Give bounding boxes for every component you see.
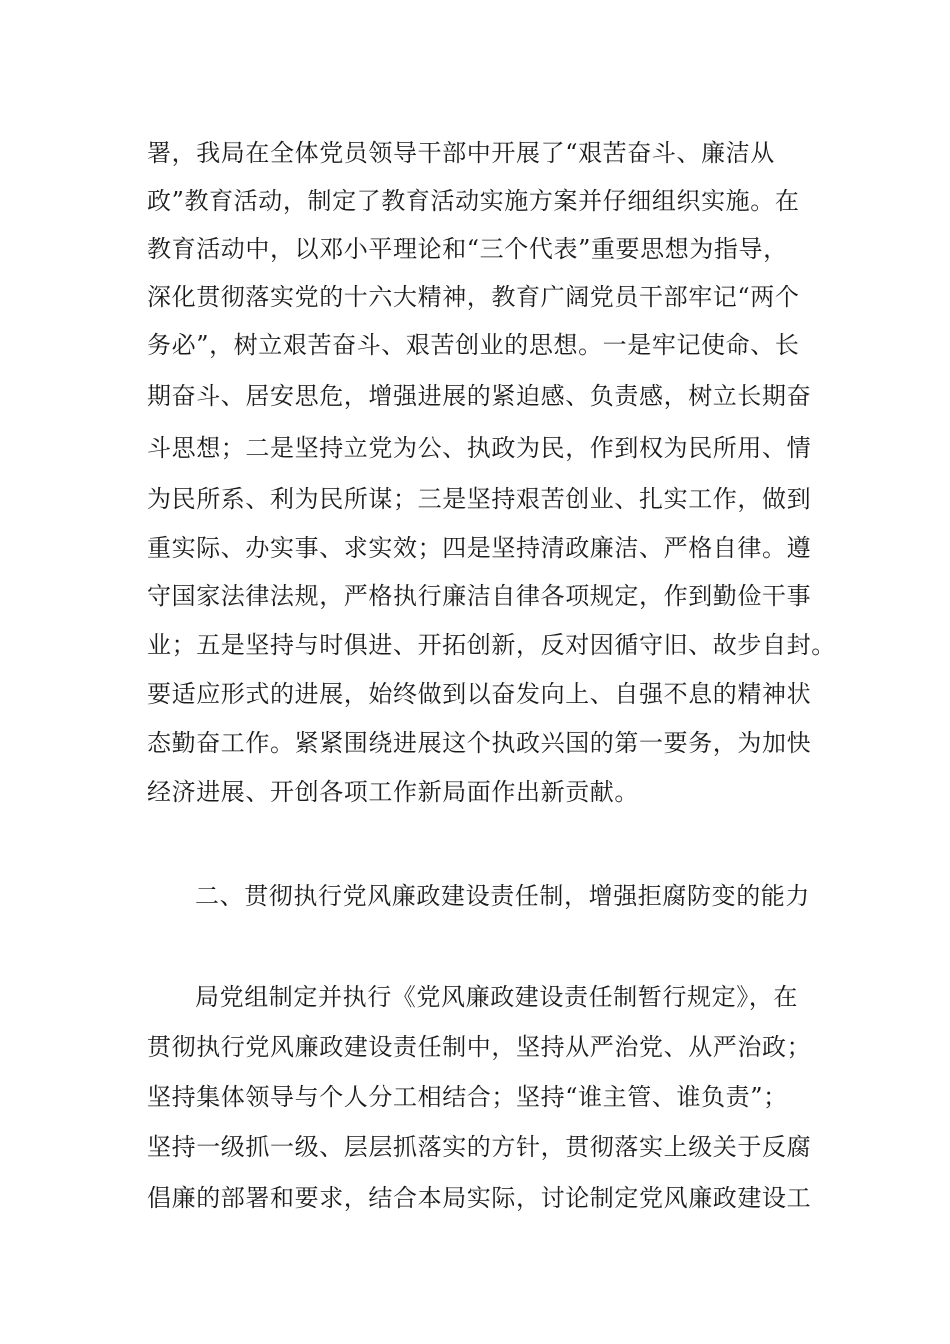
paragraph-2-line-4: 坚持一级抓一级、层层抓落实的方针，贯彻落实上级关于反腐 xyxy=(147,1133,812,1161)
paragraph-1-line-14: 经济进展、开创各项工作新局面作出新贡献。 xyxy=(147,778,639,806)
paragraph-1-line-9: 重实际、办实事、求实效；四是坚持清政廉洁、严格自律。遵 xyxy=(147,534,812,562)
paragraph-1-line-3: 教育活动中，以邓小平理论和“三个代表”重要思想为指导， xyxy=(147,235,788,263)
paragraph-2-line-2: 贯彻执行党风廉政建设责任制中，坚持从严治党、从严治政； xyxy=(147,1033,812,1061)
paragraph-1-line-2: 政”教育活动，制定了教育活动实施方案并仔细组织实施。在 xyxy=(147,187,800,215)
paragraph-1-line-11: 业；五是坚持与时俱进、开拓创新，反对因循守旧、故步自封。 xyxy=(147,631,836,659)
paragraph-1-line-6: 期奋斗、居安思危，增强进展的紧迫感、负责感，树立长期奋 xyxy=(147,382,812,410)
paragraph-1-line-12: 要适应形式的进展，始终做到以奋发向上、自强不息的精神状 xyxy=(147,680,812,708)
paragraph-1-line-4: 深化贯彻落实党的十六大精神，教育广阔党员干部牢记“两个 xyxy=(147,283,800,311)
paragraph-2-line-5: 倡廉的部署和要求，结合本局实际，讨论制定党风廉政建设工 xyxy=(147,1184,812,1212)
paragraph-1-line-10: 守国家法律法规，严格执行廉洁自律各项规定，作到勤俭干事 xyxy=(147,582,812,610)
paragraph-1-line-7: 斗思想；二是坚持立党为公、执政为民，作到权为民所用、情 xyxy=(147,434,812,462)
paragraph-1-line-8: 为民所系、利为民所谋；三是坚持艰苦创业、扎实工作，做到 xyxy=(147,485,812,513)
paragraph-1-line-1: 署，我局在全体党员领导干部中开展了“艰苦奋斗、廉洁从 xyxy=(147,139,775,167)
paragraph-2-line-3: 坚持集体领导与个人分工相结合；坚持“谁主管、谁负责”； xyxy=(147,1083,788,1111)
paragraph-1-line-5: 务必”，树立艰苦奋斗、艰苦创业的思想。一是牢记使命、长 xyxy=(147,331,800,359)
paragraph-2-line-1: 局党组制定并执行《党风廉政建设责任制暂行规定》，在 xyxy=(195,983,798,1011)
section-heading: 二、贯彻执行党风廉政建设责任制，增强拒腐防变的能力 xyxy=(195,882,810,910)
paragraph-1-line-13: 态勤奋工作。紧紧围绕进展这个执政兴国的第一要务，为加快 xyxy=(147,729,812,757)
